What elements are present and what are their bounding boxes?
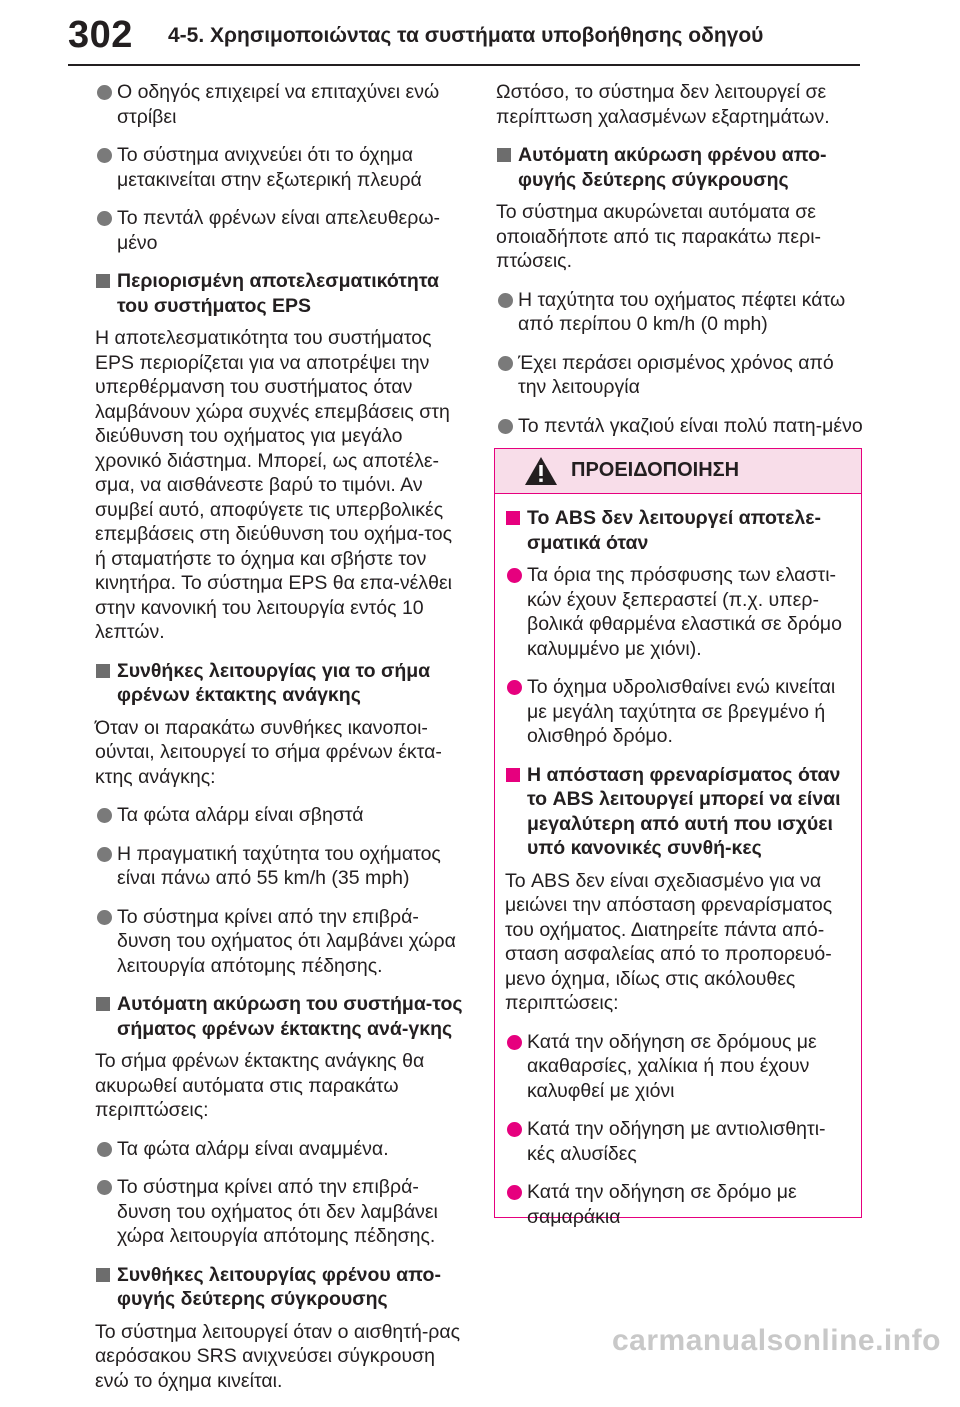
square-bullet-icon [96,997,110,1011]
bullet-icon [97,148,112,163]
list-item: Έχει περάσει ορισμένος χρόνος από την λειτουργία [496,351,864,400]
braking-distance-paragraph: Το ABS δεν είναι σχεδιασμένο για να μειώνει την απόσταση φρεναρίσματος του οχήματος. Διατηρείτε πάντα από-σταση ασφαλείας από το προπορευό-μενο όχημα, ιδίως στις ακόλουθες περιπτώσεις: [505,869,833,1014]
section-title: 4-5. Χρησιμοποιώντας τα συστήματα υποβοήθησης οδηγού [168,24,764,47]
list-item: Το πεντάλ γκαζιού είναι πολύ πατη-μένο [496,414,864,439]
page-header [0,0,960,80]
list-item: Η ταχύτητα του οχήματος πέφτει κάτω από περίπου 0 km/h (0 mph) [496,288,864,337]
list-item: Το όχημα υδρολισθαίνει ενώ κινείται με μεγάλη ταχύτητα σε βρεγμένο ή ολισθηρό δρόμο. [505,675,847,749]
bullet-icon [97,808,112,823]
bullet-icon [498,293,513,308]
list-item: Τα όρια της πρόσφυσης των ελαστι-κών έχουν ξεπεραστεί (π.χ. υπερ-βολικά φθαρμένα ελαστικά σε δρόμο καλυμμένο με χιόνι). [505,563,847,661]
auto-cancel-paragraph: Το σύστημα ακυρώνεται αυτόματα σε οποιαδήποτε από τις παρακάτω περι-πτώσεις. [496,201,822,272]
square-bullet-icon [96,1268,110,1282]
bullet-icon [507,1185,522,1200]
auto-cancel-heading: Αυτόματη ακύρωση φρένου απο-φυγής δεύτερης σύγκρουσης [496,143,864,192]
bullet-icon [507,568,522,583]
warning-triangle-icon [523,455,559,487]
bullet-icon [97,1142,112,1157]
list-item: Το σύστημα κρίνει από την επιβρά-δυνση του οχήματος ότι δεν λαμβάνει χώρα λειτουργία απότομης πέδησης. [95,1175,463,1249]
square-bullet-icon [497,148,511,162]
intro-paragraph: Ωστόσο, το σύστημα δεν λειτουργεί σε περίπτωση χαλασμένων εξαρτημάτων. [496,81,830,128]
watermark: carmanualsonline.info [612,1324,941,1357]
warning-body [495,494,861,1229]
square-bullet-icon [96,274,110,288]
secondary-collision-heading: Συνθήκες λειτουργίας φρένου απο-φυγής δεύτερης σύγκρουσης [95,1263,463,1312]
right-column [496,80,864,452]
warning-title: ΠΡΟΕΙΔΟΠΟΙΗΣΗ [571,459,740,481]
list-item: Κατά την οδήγηση με αντιολισθητι-κές αλυσίδες [505,1117,847,1166]
list-item: Το σύστημα κρίνει από την επιβρά-δυνση του οχήματος ότι λαμβάνει χώρα λειτουργία απότομης πέδησης. [95,905,463,979]
signal-heading: Συνθήκες λειτουργίας για το σήμα φρένων έκτακτης ανάγκης [95,659,463,708]
eps-paragraph: Η αποτελεσματικότητα του συστήματος EPS περιορίζεται για να αποτρέψει την υπερθέρμανση του συστήματος όταν λαμβάνουν χώρα συχνές επεμβάσεις στη διεύθυνση του οχήματος για μεγάλο χρονικό διάστημα. Μπορεί, ως αποτέλε-σμα, να αισθάνεστε βαρύ το τιμόνι. Αν συμβεί αυτό, αποφύγετε τις υπερβολικές επεμβάσεις στη διεύθυνση του οχήμα-τος ή σταματήστε το όχημα και σβήστε τον κινητήρα. Το σύστημα EPS θα επα-νέλθει στην κανονική του λειτουργία εντός 10 λεπτών. [95,327,452,643]
bullet-icon [507,1122,522,1137]
bullet-icon [97,1180,112,1195]
list-item: Η πραγματική ταχύτητα του οχήματος είναι πάνω από 55 km/h (35 mph) [95,842,463,891]
bullet-icon [507,680,522,695]
secondary-collision-paragraph: Το σύστημα λειτουργεί όταν ο αισθητή-ρας αερόσακου SRS ανιχνεύσει σύγκρουση ενώ το όχημα κινείται. [95,1320,461,1392]
bullet-icon [97,85,112,100]
eps-heading: Περιορισμένη αποτελεσματικότητα του συστήματος EPS [95,269,463,318]
left-column [95,80,463,1407]
signal-paragraph: Όταν οι παρακάτω συνθήκες ικανοποι-ούνται, λειτουργεί το σήμα φρένων έκτα-κτης ανάγκης: [95,716,442,788]
bullet-icon [97,211,112,226]
warning-box [494,448,862,1228]
bullet-icon [498,356,513,371]
bullet-icon [97,847,112,862]
bullet-icon [507,1035,522,1050]
list-item: Το πεντάλ φρένων είναι απελευθερω-μένο [95,206,463,255]
cancel-paragraph: Το σήμα φρένων έκτακτης ανάγκης θα ακυρωθεί αυτόματα στις παρακάτω περιπτώσεις: [95,1050,425,1121]
list-item: Κατά την οδήγηση σε δρόμους με ακαθαρσίες, χαλίκια ή που έχουν καλυφθεί με χιόνι [505,1030,847,1104]
square-bullet-icon [506,511,520,525]
abs-heading: Το ABS δεν λειτουργεί αποτελε-σματικά όταν [505,506,847,555]
square-bullet-icon [506,768,520,782]
square-bullet-icon [96,664,110,678]
list-item: Τα φώτα αλάρμ είναι αναμμένα. [95,1137,463,1162]
bullet-icon [498,419,513,434]
page-number: 302 [68,14,133,56]
list-item: Τα φώτα αλάρμ είναι σβηστά [95,803,463,828]
list-item: Κατά την οδήγηση σε δρόμο με σαμαράκια [505,1180,847,1229]
header-divider [68,64,860,66]
cancel-heading: Αυτόματη ακύρωση του συστήμα-τος σήματος φρένων έκτακτης ανά-γκης [95,992,463,1041]
bullet-icon [97,910,112,925]
warning-header [495,449,861,494]
list-item: Το σύστημα ανιχνεύει ότι το όχημα μετακινείται στην εξωτερική πλευρά [95,143,463,192]
list-item: Ο οδηγός επιχειρεί να επιταχύνει ενώ στρίβει [95,80,463,129]
braking-distance-heading: Η απόσταση φρεναρίσματος όταν το ABS λειτουργεί μπορεί να είναι μεγαλύτερη από αυτή που ισχύει υπό κανονικές συνθή-κες [505,763,847,861]
